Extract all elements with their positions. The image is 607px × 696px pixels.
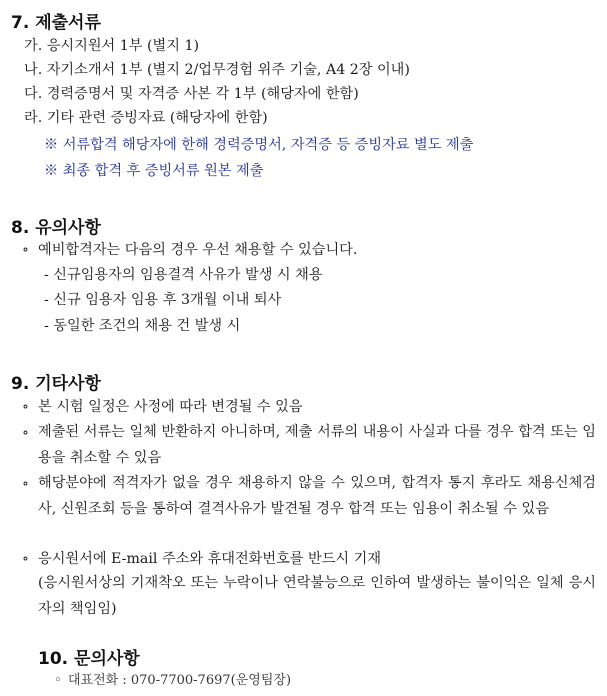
sec8-bullet: ∘ [22,242,29,258]
sec9-item-4-text: 응시원서에 E-mail 주소와 휴대전화번호를 반드시 기재 [38,551,382,567]
sec9-item-3-text: 해당분야에 적격자가 없을 경우 채용하지 않을 수 있으며, 합격자 통지 후라도 채용신체검사, 신원조회 등을 통하여 결격사유가 발견될 경우 합격 또는 임용이 취소될 수 있음 [38,475,596,517]
sec7-item-1: 가. 응시지원서 1부 (별지 1) [24,38,200,54]
sec10-contact [54,671,291,691]
sec7-item-4: 라. 기타 관련 증빙자료 (해당자에 한함) [24,110,268,126]
sec9-bullet-1: ∘ [22,399,29,415]
sec9-bullet-4: ∘ [22,551,29,567]
sec7-note-2: ※ 최종 합격 후 증빙서류 원본 제출 [44,163,264,179]
sec10-contact-text: 대표전화 : 070-7700-7697(운영팀장) [68,673,292,688]
sec9-item-1 [22,395,303,419]
section-9-title: 9. 기타사항 [11,374,101,394]
sec9-item-4 [22,547,381,571]
sec8-sub-3: - 동일한 조건의 채용 건 발생 시 [44,318,241,334]
sec9-bullet-3: ∘ [22,476,29,492]
sec7-note-1: ※ 서류합격 해당자에 한해 경력증명서, 자격증 등 증빙자료 별도 제출 [44,137,474,153]
section-8-title: 8. 유의사항 [11,218,101,238]
section-10-title: 10. 문의사항 [38,649,140,669]
sec7-item-2: 나. 자기소개서 1부 (별지 2/업무경험 위주 기술, A4 2장 이내) [24,62,410,78]
section-7-title: 7. 제출서류 [11,13,101,33]
sec10-bullet: ◦ [54,673,62,688]
sec8-sub-2: - 신규 임용자 임용 후 3개월 이내 퇴사 [44,292,282,308]
sec9-paren-note: (응시원서상의 기재착오 또는 누락이나 연락불능으로 인하여 발생하는 불이익은 일체 응시자의 책임임) [38,575,596,617]
sec8-sub-1: - 신규임용자의 임용결격 사유가 발생 시 채용 [44,267,323,283]
sec9-item-1-text: 본 시험 일정은 사정에 따라 변경될 수 있음 [38,399,303,415]
sec8-lead [22,238,357,262]
sec7-item-3: 다. 경력증명서 및 자격증 사본 각 1부 (해당자에 한함) [24,86,359,102]
sec9-bullet-2: ∘ [22,425,29,441]
sec9-item-2-text: 제출된 서류는 일체 반환하지 아니하며, 제출 서류의 내용이 사실과 다를 경우 합격 또는 임용을 취소할 수 있음 [38,424,596,466]
sec8-lead-text: 예비합격자는 다음의 경우 우선 채용할 수 있습니다. [38,242,358,258]
